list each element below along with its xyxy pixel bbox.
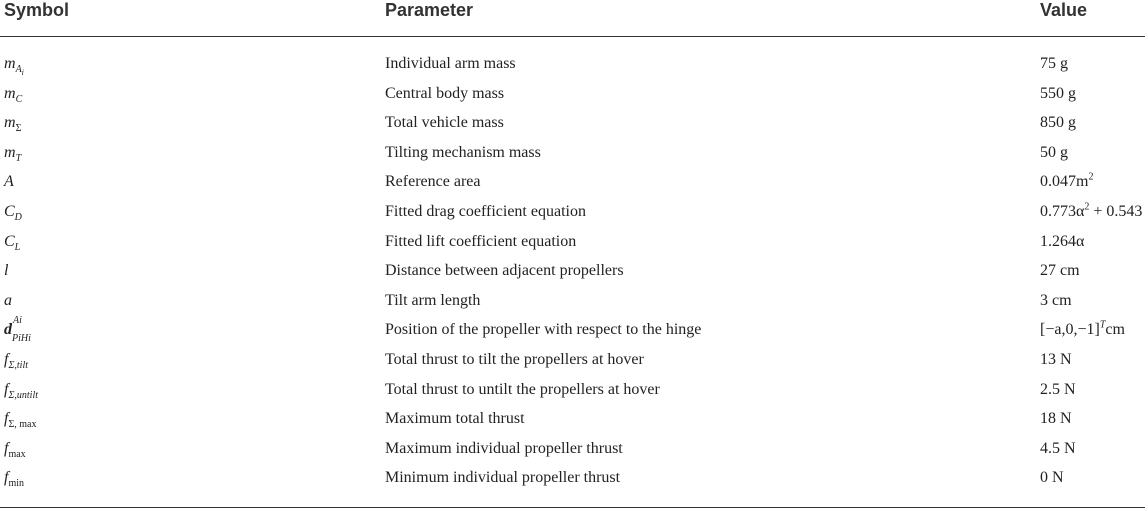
row-value: 0 N — [1040, 469, 1064, 487]
row-value: 18 N — [1040, 410, 1072, 428]
row-parameter: Fitted lift coefficient equation — [385, 232, 577, 250]
row-parameter: Total vehicle mass — [385, 114, 504, 132]
row-parameter: Tilt arm length — [385, 291, 481, 309]
table-row — [0, 198, 1145, 228]
row-symbol: a — [4, 291, 12, 309]
row-parameter: Total thrust to tilt the propellers at hover — [385, 350, 644, 368]
header-rule — [0, 36, 1145, 37]
row-symbol: $m_C$ — [4, 84, 23, 105]
row-value: 75 g — [1040, 55, 1068, 72]
row-parameter: Total thrust to untilt the propellers at hover — [385, 380, 660, 398]
row-symbol: $C_L$ — [4, 232, 21, 253]
row-symbol: l — [4, 262, 9, 280]
row-parameter: Central body mass — [385, 84, 505, 102]
row-value: 850 g — [1040, 114, 1076, 132]
table-row — [0, 80, 1145, 110]
row-symbol: $f_{\Sigma,tilt}$ — [4, 350, 29, 372]
row-value: 13 N — [1040, 350, 1072, 368]
row-symbol: $m_T$ — [4, 143, 22, 164]
table-row — [0, 50, 1145, 80]
table-row — [0, 405, 1145, 435]
row-symbol: $m_\Sigma$ — [4, 114, 22, 135]
row-parameter: Minimum individual propeller thrust — [385, 469, 621, 487]
row-parameter: Individual arm mass — [385, 55, 516, 72]
row-value: $0.773\alpha^2 + 0.543$ — [1040, 201, 1143, 220]
row-parameter: Maximum total thrust — [385, 410, 525, 428]
row-parameter: Tilting mechanism mass — [385, 143, 541, 161]
row-value: 3 cm — [1040, 291, 1072, 309]
table-body — [0, 50, 1145, 494]
row-value: 50 g — [1040, 143, 1068, 161]
table-row — [0, 109, 1145, 139]
row-parameter: Fitted drag coefficient equation — [385, 202, 586, 220]
row-value: 550 g — [1040, 84, 1076, 102]
row-symbol: $m_{A_i}$ — [4, 55, 24, 78]
row-parameter: Position of the propeller with respect to the hinge — [385, 321, 702, 339]
table-row — [0, 435, 1145, 465]
table-row — [0, 228, 1145, 258]
header-symbol: Symbol — [4, 0, 70, 20]
row-parameter: Maximum individual propeller thrust — [385, 439, 623, 457]
row-symbol: d Ai PiHi — [4, 315, 31, 345]
row-parameter: Distance between adjacent propellers — [385, 262, 624, 280]
table-row — [0, 139, 1145, 169]
row-value: 2.5 N — [1040, 380, 1076, 398]
table-row — [0, 316, 1145, 346]
row-value: 27 cm — [1040, 262, 1080, 280]
row-symbol: $C_D$ — [4, 202, 22, 224]
row-symbol: A — [4, 173, 14, 191]
row-symbol: $f_{\Sigma,untilt}$ — [4, 380, 39, 401]
header-parameter: Parameter — [385, 0, 474, 20]
row-value: 4.5 N — [1040, 439, 1076, 457]
row-value: $[-a,0,-1]^Tcm$ — [1040, 320, 1125, 339]
row-value: 1.264α — [1040, 232, 1085, 250]
table-row — [0, 168, 1145, 198]
table-header-row — [0, 0, 1145, 36]
row-value: $0.047m^2$ — [1040, 172, 1094, 191]
table-row — [0, 346, 1145, 376]
row-parameter: Reference area — [385, 173, 481, 191]
table-row — [0, 287, 1145, 317]
footer-rule — [0, 507, 1145, 508]
table-row — [0, 257, 1145, 287]
row-symbol: $f_{\Sigma, max}$ — [4, 410, 37, 431]
table-row — [0, 376, 1145, 406]
row-symbol: $f_{min}$ — [4, 469, 25, 490]
row-symbol: $f_{max}$ — [4, 439, 26, 460]
header-value: Value — [1040, 0, 1088, 20]
table-row — [0, 464, 1145, 494]
